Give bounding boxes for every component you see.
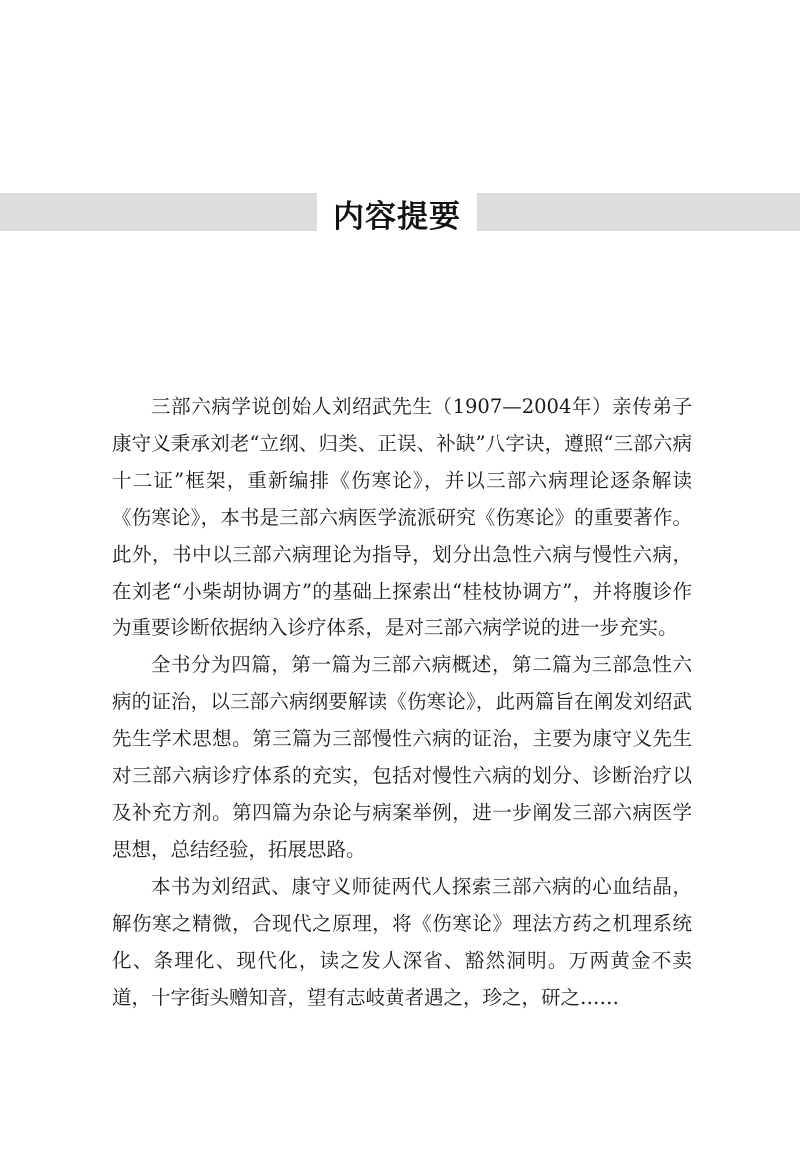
summary-content xyxy=(112,389,692,1016)
page-title: 内容提要 xyxy=(333,198,461,235)
title-box xyxy=(317,190,477,236)
paragraph-2: 全书分为四篇，第一篇为三部六病概述，第二篇为三部急性六病的证治，以三部六病纲要解读《伤寒论》，此两篇旨在阐发刘绍武先生学术思想。第三篇为三部慢性六病的证治，主要为康守义先生对三部六病诊疗体系的充实，包括对慢性六病的划分、诊断治疗以及补充方剂。第四篇为杂论与病案举例，进一步阐发三部六病医学思想，总结经验，拓展思路。 xyxy=(112,653,692,861)
paragraph-3: 本书为刘绍武、康守义师徒两代人探索三部六病的心血结晶，解伤寒之精微，合现代之原理，将《伤寒论》理法方药之机理系统化、条理化、现代化，读之发人深省、豁然洞明。万两黄金不卖道，十字街头赠知音，望有志岐黄者遇之，珍之，研之…… xyxy=(112,874,692,1009)
paragraph-1: 三部六病学说创始人刘绍武先生（1907—2004年）亲传弟子康守义秉承刘老“立纲、归类、正误、补缺”八字诀，遵照“三部六病十二证”框架，重新编排《伤寒论》，并以三部六病理论逐条解读《伤寒论》，本书是三部六病医学流派研究《伤寒论》的重要著作。此外，书中以三部六病理论为指导，划分出急性六病与慢性六病，在刘老“小柴胡协调方”的基础上探索出“桂枝协调方”，并将腹诊作为重要诊断依据纳入诊疗体系，是对三部六病学说的进一步充实。 xyxy=(112,395,692,640)
